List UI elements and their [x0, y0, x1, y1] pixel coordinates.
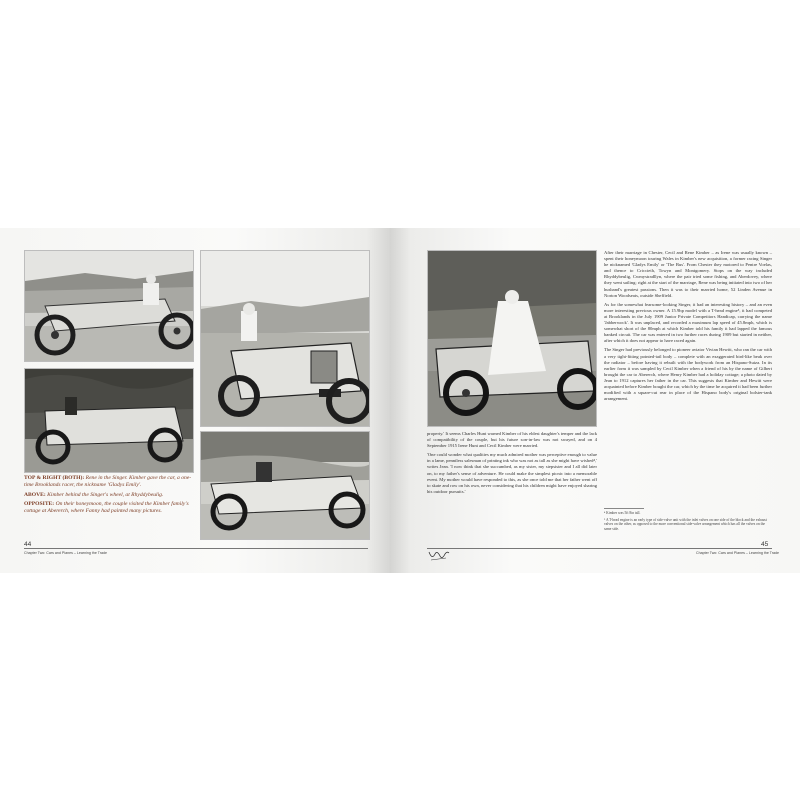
photo-rene-singer-side	[200, 431, 370, 540]
running-head-left: Chapter Two: Cars and Planes – Learning the Trade	[24, 551, 108, 555]
photo-singer-on-road	[200, 250, 370, 427]
caption-top-right: TOP & RIGHT (BOTH): Rene in the Singer. Kimber gave the car, a one-time Brooklands racer, the nickname 'Gladys Emily'.	[24, 475, 192, 488]
footnote: ⁵ A T-head engine is an early type of side-valve unit with the inlet valves on one side of the block and the exhaust valves on the other, as opposed to the more conventional side-valve arrangement which has all the valves on the same side.	[604, 517, 767, 531]
footnote: ⁴ Kimber was 5ft 8in tall.	[604, 511, 641, 515]
signature-logo	[428, 548, 450, 562]
caption-opposite: OPPOSITE: On their honeymoon, the couple visited the Kimber family's cottage at Abererch, where Fanny had painted many pictures.	[24, 501, 189, 514]
right-page	[390, 228, 800, 573]
caption-above: ABOVE: Kimber behind the Singer's wheel, at Rhyddybeulig.	[24, 491, 164, 498]
paragraph: After their marriage in Chester, Cecil and Rene Kimber – as Irene was usually known – spent their honeymoon touring Wales in Kimber's new acquisition, a former racing Singer he nicknamed 'Gladys Emily' or 'The Bus'. From Chester they motored to Pentre Voelas, and thence to Criccieth, Towyn and Montgomery. Stops on the way included Rhyddybeulig, Cwmystradllyn, where the pair tried some fishing, and Aberdovey, where they went sailing; right at the start of the marriage, Rene was being initiated into two of her husband's greatest passions. Then it was to their married home, 52 Linden Avenue in Norton Woodseats, outside Sheffield.	[604, 250, 772, 298]
page-number-left: 44	[24, 541, 32, 548]
page-number-right: 45	[761, 541, 769, 548]
body-text-col1	[427, 431, 597, 498]
photo-kimber-at-wheel	[24, 368, 194, 473]
paragraph: 'One could wonder what qualities my much admired mother was perceptive enough to value in a lame, penniless salesman of printing ink who was not as tall as she might have wished⁴,' writes Jean. 'I now think that she succumbed, as my sister, my stepsister and I all did later on, to my father's sense of adventure. He could make the simplest picnic into a memorable event. My mother would have responded to this, as she once told me that her father went off to skate and row on his own, never considering that his children might have enjoyed sharing his outdoor pursuits.'	[427, 452, 597, 494]
footnote-rule	[604, 508, 644, 509]
photo-rene-in-singer	[24, 250, 194, 362]
paragraph: As for the somewhat fearsome-looking Singer, it had an interesting history – and an even more interesting previous owner. A 15.9hp model with a T-head engine⁵, it had competed at Brooklands in the July 1909 Junior Private Competitors Handicap, carrying the name 'Jabberwock'. It was unplaced, and recorded a maximum lap speed of 45.8mph, which is somewhat short of the 80mph at which Kimber told his family it had lapped the famous banked circuit. The car was entered in two further races during 1909 but started in neither, after which it does not appear to have raced again.	[604, 301, 772, 344]
footnotes	[604, 511, 772, 533]
running-head-right: Chapter Two: Cars and Planes – Learning the Trade	[696, 551, 780, 555]
paragraph: The Singer had previously belonged to pioneer aviator Vivian Hewitt, who ran the car with a very tight-fitting pointed-tail body – complete with an exaggerated bird-like beak over the radiator – before having it rebuilt with the bodywork from an Hispano-Suiza. In its earlier form it was sampled by Cecil Kimber when a friend of his by the name of Gilbert brought the car to Abererch, where Henry Kimber had a holiday cottage; a photo dated by Jean to 1912 captures her father in the car. This suggests that Kimber and Hewitt were acquainted before Kimber bought the car, which by the time he acquired it had been further modified with a square-cut rear in place of the Hispano body's original bolster-tank arrangement.	[604, 347, 772, 402]
paragraph: property.' It seems Charles Hunt warned Kimber of his eldest daughter's temper and the lack of compatibility of the couple, but his future son-in-law was not swayed, and on 4 September 1915 Irene Hunt and Cecil Kimber were married.	[427, 431, 597, 449]
left-page	[0, 228, 390, 573]
footer-rule-left	[24, 548, 368, 549]
footer-rule-right	[427, 548, 772, 549]
book-spread	[0, 228, 800, 573]
photo-rene-on-car	[427, 250, 597, 427]
photo-captions	[24, 475, 194, 518]
body-text-col2	[604, 250, 772, 405]
